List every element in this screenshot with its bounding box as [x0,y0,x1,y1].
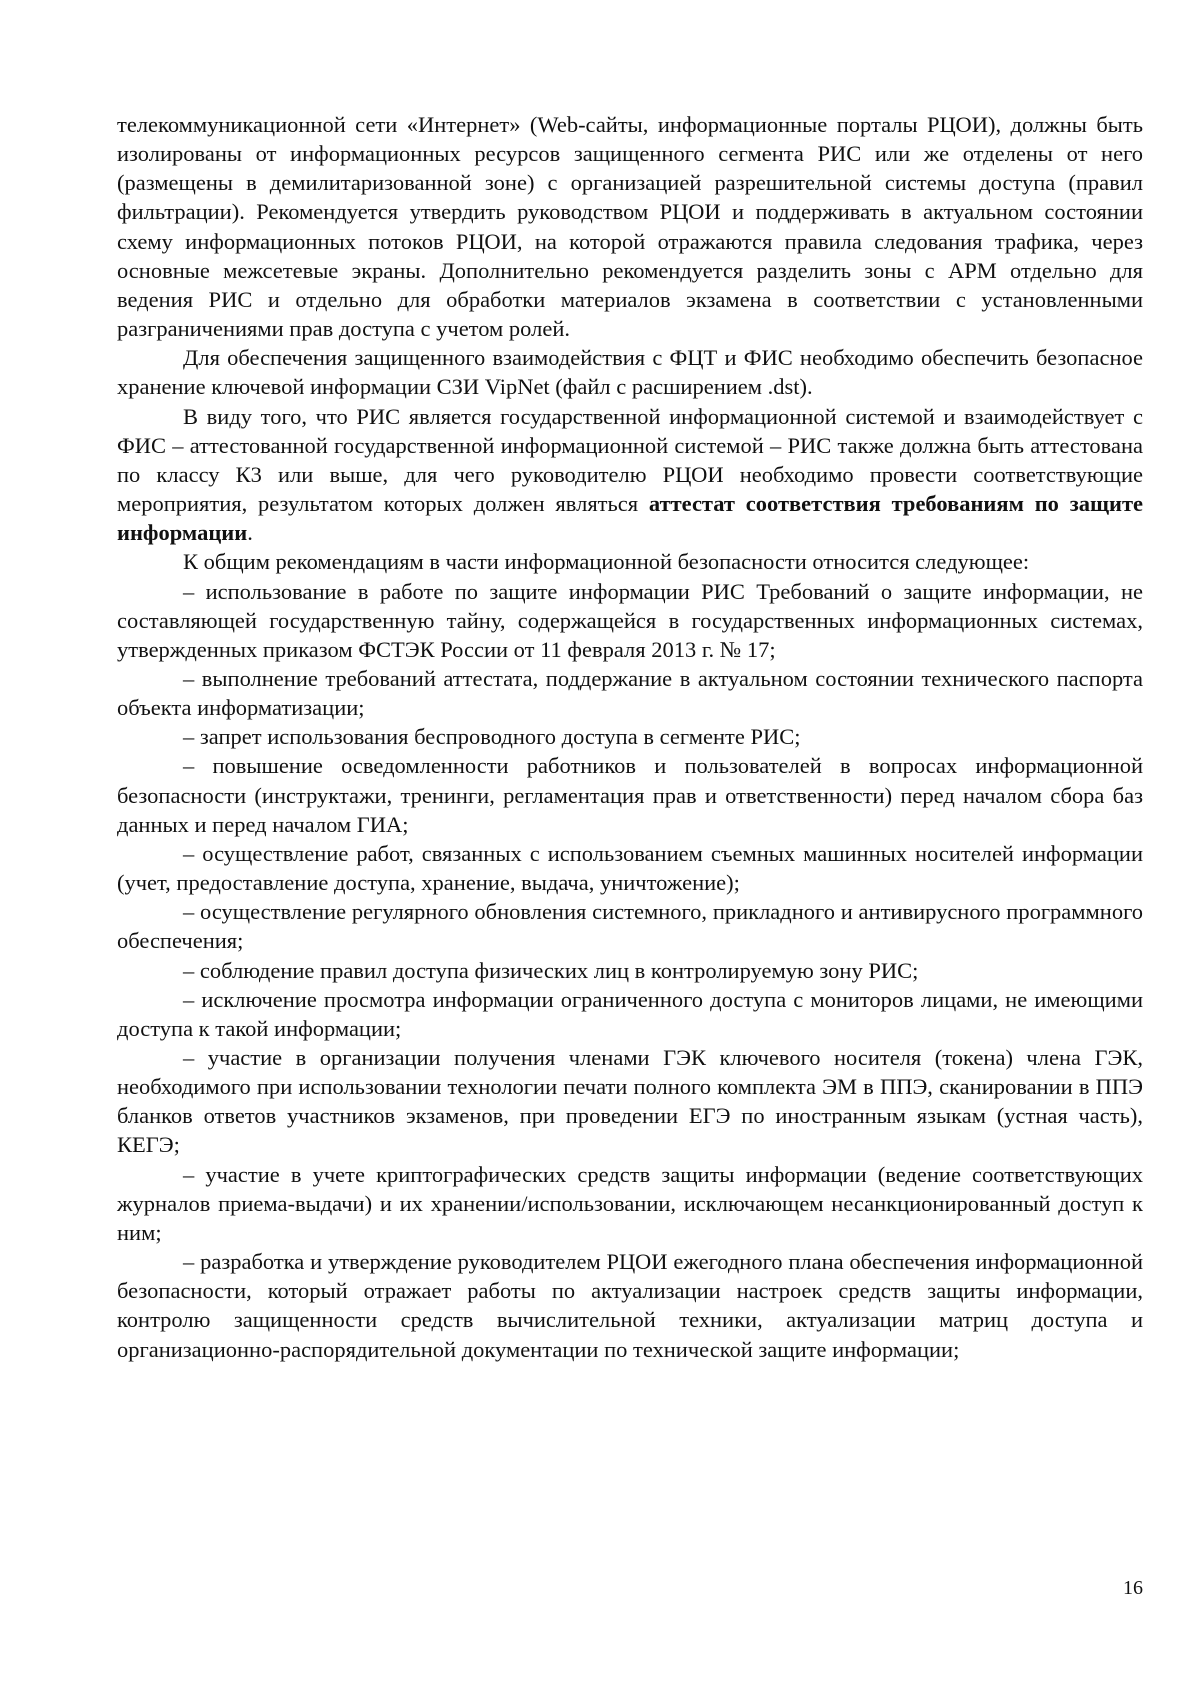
attestation-period: . [247,520,253,546]
list-item-software-updates: – осуществление регулярного обновления системного, прикладного и антивирусного программного обеспечения; [117,899,1143,954]
paragraph-attestation [117,402,1143,548]
paragraph-general-recommendations: К общим рекомендациям в части информационной безопасности относится следующее: [183,549,1030,575]
list-item-wireless-ban: – запрет использования беспроводного доступа в сегменте РИС; [183,724,801,750]
list-item-awareness: – повышение осведомленности работников и пользователей в вопросах информационной безопасности (инструктажи, тренинги, регламентация прав и ответственности) перед началом сбора баз данных и перед началом ГИА; [117,753,1143,837]
list-item-annual-plan: – разработка и утверждение руководителем РЦОИ ежегодного плана обеспечения информационной безопасности, который отражает работы по актуализации настроек средств защиты информации, контролю защищенности средств вычислительной техники, актуализации матриц доступа и организационно-распорядительной документации по технической защите информации; [117,1249,1143,1362]
attestation-text: В виду того, что РИС является государственной информационной системой и взаимодействует с ФИС – аттестованной государственной информационной системой – РИС также должна быть аттестована по классу К3 или выше, для чего руководителю РЦОИ необходимо провести соответствующие мероприятия, результатом которых должен являться [117,403,1143,517]
attestation-certificate-bold: аттестат соответствия требованиям по защите информации [117,491,1143,546]
paragraph-network-isolation: телекоммуникационной сети «Интернет» (Web-сайты, информационные порталы РЦОИ), должны быть изолированы от информационных ресурсов защищенного сегмента РИС или же отделены от него (размещены в демилитаризованной зоне) с организацией разрешительной системы доступа (правил фильтрации). Рекомендуется утвердить руководством РЦОИ и поддерживать в актуальном состоянии схему информационных потоков РЦОИ, на которой отражаются правила следования трафика, через основные межсетевые экраны. Дополнительно рекомендуется разделить зоны с АРМ отдельно для ведения РИС и отдельно для обработки материалов экзамена в соответствии с установленными разграничениями прав доступа с учетом ролей. [117,112,1143,342]
list-item-monitor-viewing: – исключение просмотра информации ограниченного доступа с мониторов лицами, не имеющими доступа к такой информации; [117,986,1143,1041]
list-item-gek-token: – участие в организации получения членами ГЭК ключевого носителя (токена) члена ГЭК, необходимого при использовании технологии печати полного комплекта ЭМ в ППЭ, сканировании в ППЭ бланков ответов участников экзаменов, при проведении ЕГЭ по иностранным языкам (устная часть), КЕГЭ; [117,1045,1143,1158]
paragraph-vipnet-keys: Для обеспечения защищенного взаимодействия с ФЦТ и ФИС необходимо обеспечить безопасное хранение ключевой информации СЗИ VipNet (файл с расширением .dst). [117,345,1143,400]
list-item-physical-access: – соблюдение правил доступа физических лиц в контролируемую зону РИС; [183,957,919,983]
list-item-fstec-requirements: – использование в работе по защите информации РИС Требований о защите информации, не составляющей государственную тайну, содержащейся в государственных информационных системах, утвержденных приказом ФСТЭК России от 11 февраля 2013 г. № 17; [117,578,1143,662]
list-item-removable-media: – осуществление работ, связанных с использованием съемных машинных носителей информации (учет, предоставление доступа, хранение, выдача, уничтожение); [117,840,1143,896]
page-number: 16 [1123,1577,1143,1599]
list-item-attestat-requirements: – выполнение требований аттестата, поддержание в актуальном состоянии технического паспорта объекта информатизации; [117,665,1143,721]
list-item-crypto-accounting: – участие в учете криптографических средств защиты информации (ведение соответствующих журналов приема-выдачи) и их хранении/использовании, исключающем несанкционированный доступ к ним; [117,1161,1143,1245]
document-body [117,110,1143,1364]
